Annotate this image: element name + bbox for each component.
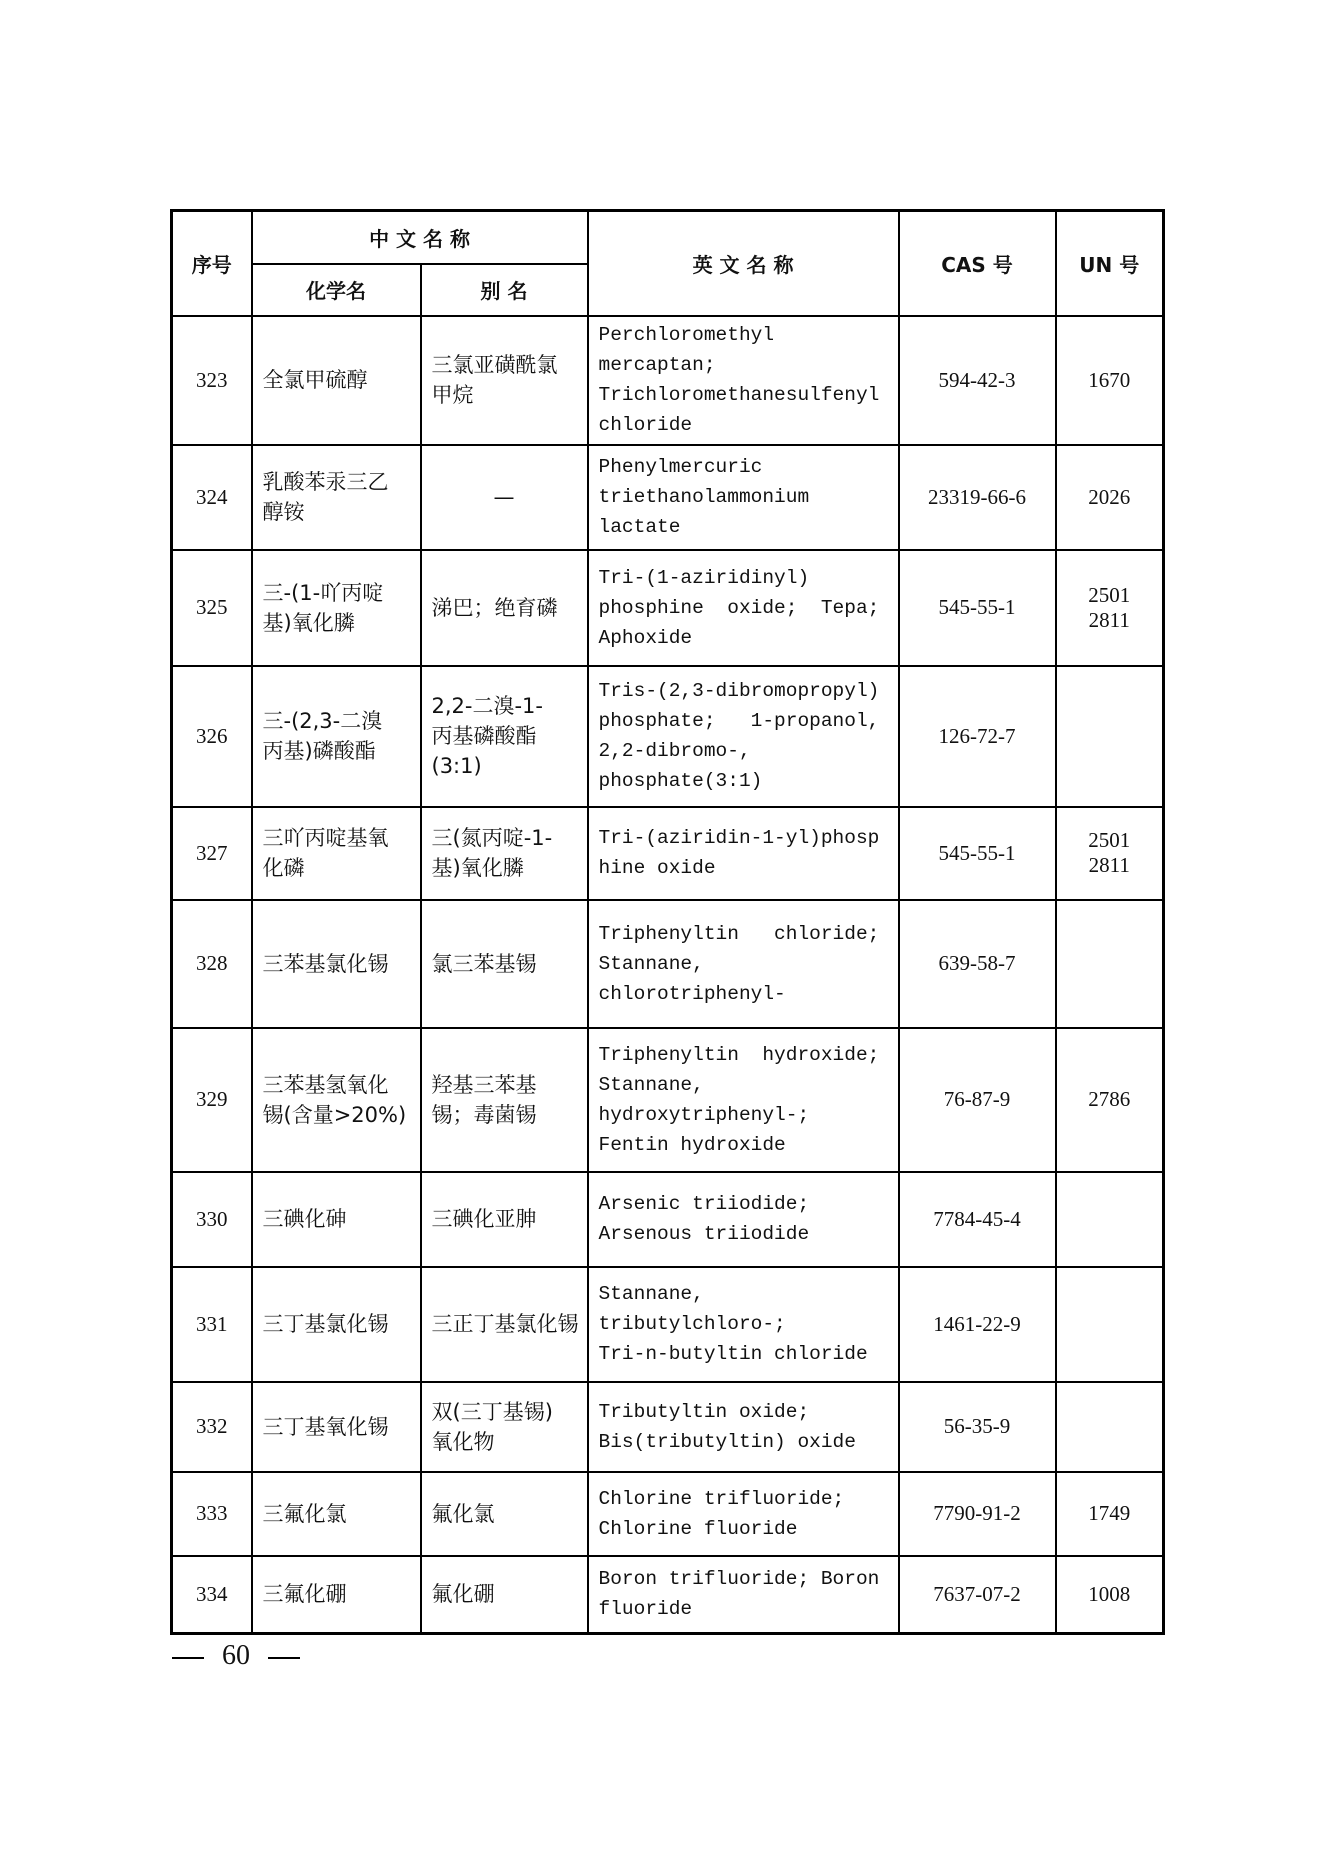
chemical-name-line: 三苯基氢氧化 bbox=[262, 1072, 389, 1097]
row-number: 331 bbox=[172, 1267, 252, 1382]
un-number bbox=[1056, 550, 1164, 666]
row-number: 323 bbox=[172, 316, 252, 445]
un-number bbox=[1056, 1382, 1164, 1472]
english-name-line: chloride bbox=[598, 414, 693, 436]
un-number bbox=[1056, 1472, 1164, 1556]
un-number-line: 1670 bbox=[1088, 367, 1131, 392]
alias-line: 三碘化亚胂 bbox=[431, 1207, 537, 1231]
english-name-line: triethanolammonium bbox=[598, 486, 810, 508]
alias-line: 双(三丁基锡) bbox=[431, 1399, 553, 1424]
cas-number: 126-72-7 bbox=[899, 666, 1056, 807]
chemical-name-line: 丙基)磷酸酯 bbox=[262, 739, 376, 763]
english-name bbox=[588, 666, 899, 807]
row-number: 324 bbox=[172, 445, 252, 550]
cas-number: 594-42-3 bbox=[899, 316, 1056, 445]
cas-number: 23319-66-6 bbox=[899, 445, 1056, 550]
english-name bbox=[588, 807, 899, 900]
alias-name bbox=[421, 316, 588, 445]
alias-name bbox=[421, 1556, 588, 1634]
cas-number: 7637-07-2 bbox=[899, 1556, 1056, 1634]
row-number: 326 bbox=[172, 666, 252, 807]
un-number-line: 1008 bbox=[1088, 1581, 1131, 1606]
chemical-name-line: 三-(2,3-二溴 bbox=[262, 709, 383, 733]
un-number bbox=[1056, 316, 1164, 445]
dash-right bbox=[268, 1657, 300, 1659]
header-un: UN 号 bbox=[1056, 211, 1164, 316]
english-name-line: Tri-(aziridin-1-yl)phosp bbox=[598, 827, 880, 849]
chemical-name-line: 三碘化砷 bbox=[262, 1207, 347, 1231]
english-name-line: Aphoxide bbox=[598, 626, 693, 649]
table-row bbox=[172, 445, 1164, 550]
cas-number: 1461-22-9 bbox=[899, 1267, 1056, 1382]
row-number: 332 bbox=[172, 1382, 252, 1472]
chemical-name bbox=[252, 316, 421, 445]
alias-line: 氟化硼 bbox=[431, 1582, 495, 1607]
alias-name bbox=[421, 1267, 588, 1382]
english-name-line: lactate bbox=[598, 516, 681, 538]
header-alias: 别 名 bbox=[421, 264, 588, 316]
chemical-name bbox=[252, 1267, 421, 1382]
english-name-line: Triphenyltin hydroxide; bbox=[598, 1043, 880, 1066]
un-number-line: 2811 bbox=[1088, 607, 1130, 632]
alias-line: 三正丁基氯化锡 bbox=[431, 1312, 579, 1336]
un-number bbox=[1056, 1172, 1164, 1267]
alias-line: 氯三苯基锡 bbox=[431, 951, 537, 976]
alias-name bbox=[421, 666, 588, 807]
english-name bbox=[588, 1172, 899, 1267]
table-row bbox=[172, 1028, 1164, 1172]
chemical-name-line: 乳酸苯汞三乙 bbox=[262, 470, 389, 494]
alias-line: 三氯亚磺酰氯 bbox=[431, 353, 558, 377]
chemical-name bbox=[252, 1382, 421, 1472]
un-number bbox=[1056, 666, 1164, 807]
chemical-name-line: 三氟化氯 bbox=[262, 1501, 347, 1526]
english-name bbox=[588, 550, 899, 666]
english-name bbox=[588, 1472, 899, 1556]
table-row bbox=[172, 1382, 1164, 1472]
alias-name bbox=[421, 900, 588, 1028]
english-name-line: Fentin hydroxide bbox=[598, 1133, 786, 1156]
row-number: 334 bbox=[172, 1556, 252, 1634]
english-name-line: phosphate; 1-propanol, bbox=[598, 710, 880, 732]
un-number bbox=[1056, 1556, 1164, 1634]
alias-line: 氟化氯 bbox=[431, 1501, 495, 1526]
cas-number: 545-55-1 bbox=[899, 550, 1056, 666]
alias-name bbox=[421, 1028, 588, 1172]
table-row bbox=[172, 1472, 1164, 1556]
chemical-name-line: 化磷 bbox=[262, 856, 305, 880]
chemical-name-line: 基)氧化膦 bbox=[262, 610, 355, 635]
un-number-line: 2026 bbox=[1088, 484, 1131, 509]
english-name-line: hydroxytriphenyl-; bbox=[598, 1103, 810, 1126]
un-number-line: 2811 bbox=[1088, 853, 1130, 877]
chemical-name bbox=[252, 1172, 421, 1267]
chemical-name-line: 三丁基氧化锡 bbox=[262, 1414, 389, 1439]
row-number: 328 bbox=[172, 900, 252, 1028]
table-row bbox=[172, 900, 1164, 1028]
alias-line: (3:1) bbox=[431, 754, 482, 778]
chemical-name-line: 全氯甲硫醇 bbox=[262, 368, 368, 392]
alias-line: 丙基磷酸酯 bbox=[431, 724, 537, 748]
alias-line: 三(氮丙啶-1- bbox=[431, 826, 553, 850]
table-row bbox=[172, 1267, 1164, 1382]
alias-name bbox=[421, 1172, 588, 1267]
page-number bbox=[170, 1640, 318, 1672]
header-chem-name: 化学名 bbox=[252, 264, 421, 316]
alias-line: 基)氧化膦 bbox=[431, 856, 524, 880]
cas-number: 7790-91-2 bbox=[899, 1472, 1056, 1556]
english-name bbox=[588, 445, 899, 550]
english-name-line: Tributyltin oxide; bbox=[598, 1400, 810, 1423]
english-name-line: Boron trifluoride; Boron bbox=[598, 1568, 880, 1591]
alias-name bbox=[421, 550, 588, 666]
english-name-line: mercaptan; bbox=[598, 354, 716, 376]
english-name-line: Perchloromethyl bbox=[598, 324, 775, 346]
row-number: 325 bbox=[172, 550, 252, 666]
english-name-line: Arsenous triiodide bbox=[598, 1223, 810, 1245]
alias-line: 涕巴；绝育磷 bbox=[431, 595, 558, 620]
table-row bbox=[172, 316, 1164, 445]
chemical-name-line: 三吖丙啶基氧 bbox=[262, 826, 389, 850]
english-name-line: fluoride bbox=[598, 1598, 693, 1621]
english-name-line: Chlorine trifluoride; bbox=[598, 1487, 845, 1510]
alias-line: 甲烷 bbox=[431, 383, 474, 407]
header-cas: CAS 号 bbox=[899, 211, 1056, 316]
un-number-line: 1749 bbox=[1088, 1501, 1131, 1525]
english-name-line: Tri-(1-aziridinyl) bbox=[598, 566, 810, 589]
header-cn-name: 中 文 名 称 bbox=[252, 211, 588, 264]
un-number-line: 2501 bbox=[1088, 582, 1131, 607]
chemical-name bbox=[252, 550, 421, 666]
english-name-line: Arsenic triiodide; bbox=[598, 1193, 810, 1215]
row-number: 330 bbox=[172, 1172, 252, 1267]
chemical-name-line: 锡(含量>20%) bbox=[262, 1102, 407, 1127]
english-name-line: Stannane, bbox=[598, 1283, 704, 1305]
cas-number: 56-35-9 bbox=[899, 1382, 1056, 1472]
english-name-line: Stannane, bbox=[598, 952, 704, 975]
table-body bbox=[172, 316, 1164, 1634]
chemical-name bbox=[252, 1472, 421, 1556]
chemical-name-line: 三氟化硼 bbox=[262, 1582, 347, 1607]
un-number bbox=[1056, 1267, 1164, 1382]
english-name-line: Stannane, bbox=[598, 1073, 704, 1096]
alias-line: 2,2-二溴-1- bbox=[431, 694, 543, 718]
chemical-name bbox=[252, 1556, 421, 1634]
cas-number: 639-58-7 bbox=[899, 900, 1056, 1028]
un-number bbox=[1056, 807, 1164, 900]
english-name-line: Phenylmercuric bbox=[598, 456, 763, 478]
row-number: 333 bbox=[172, 1472, 252, 1556]
alias-line: 锡；毒菌锡 bbox=[431, 1102, 537, 1127]
row-number: 329 bbox=[172, 1028, 252, 1172]
header-en-name: 英 文 名 称 bbox=[588, 211, 899, 316]
english-name-line: Bis(tributyltin) oxide bbox=[598, 1430, 856, 1453]
chemical-name-line: 三苯基氯化锡 bbox=[262, 951, 389, 976]
chemical-name-line: 醇铵 bbox=[262, 500, 305, 524]
alias-name bbox=[421, 1382, 588, 1472]
english-name-line: phosphate(3:1) bbox=[598, 770, 763, 792]
english-name bbox=[588, 1382, 899, 1472]
cas-number: 76-87-9 bbox=[899, 1028, 1056, 1172]
alias-line: 氧化物 bbox=[431, 1429, 495, 1454]
english-name-line: phosphine oxide; Tepa; bbox=[598, 596, 880, 619]
cas-number: 7784-45-4 bbox=[899, 1172, 1056, 1267]
chemical-name bbox=[252, 445, 421, 550]
english-name-line: Tris-(2,3-dibromopropyl) bbox=[598, 680, 880, 702]
english-name bbox=[588, 316, 899, 445]
cas-number: 545-55-1 bbox=[899, 807, 1056, 900]
english-name bbox=[588, 1267, 899, 1382]
alias-line: — bbox=[493, 485, 515, 509]
alias-line: 羟基三苯基 bbox=[431, 1072, 537, 1097]
chemical-name bbox=[252, 1028, 421, 1172]
alias-name bbox=[421, 1472, 588, 1556]
un-number-line: 2786 bbox=[1088, 1087, 1131, 1111]
english-name-line: 2,2-dibromo-, bbox=[598, 740, 751, 762]
english-name bbox=[588, 1556, 899, 1634]
english-name-line: Tri-n-butyltin chloride bbox=[598, 1343, 868, 1365]
english-name-line: tributylchloro-; bbox=[598, 1313, 786, 1335]
alias-name bbox=[421, 445, 588, 550]
chemical-name-line: 三-(1-吖丙啶 bbox=[262, 580, 384, 605]
table-row bbox=[172, 1172, 1164, 1267]
english-name-line: Trichloromethanesulfenyl bbox=[598, 384, 880, 406]
un-number bbox=[1056, 445, 1164, 550]
chemical-name bbox=[252, 807, 421, 900]
row-number: 327 bbox=[172, 807, 252, 900]
un-number bbox=[1056, 1028, 1164, 1172]
alias-name bbox=[421, 807, 588, 900]
english-name bbox=[588, 1028, 899, 1172]
un-number bbox=[1056, 900, 1164, 1028]
english-name-line: chlorotriphenyl- bbox=[598, 982, 786, 1005]
table-row bbox=[172, 1556, 1164, 1634]
table-row bbox=[172, 807, 1164, 900]
english-name-line: hine oxide bbox=[598, 857, 716, 879]
chemical-table bbox=[170, 209, 1165, 1635]
header-seq: 序号 bbox=[172, 211, 252, 316]
table-row bbox=[172, 666, 1164, 807]
english-name-line: Chlorine fluoride bbox=[598, 1517, 798, 1540]
page-number-text: 60 bbox=[222, 1640, 250, 1671]
un-number-line: 2501 bbox=[1088, 828, 1131, 852]
english-name-line: Triphenyltin chloride; bbox=[598, 922, 880, 945]
table-row bbox=[172, 550, 1164, 666]
dash-left bbox=[172, 1657, 204, 1659]
chemical-name bbox=[252, 666, 421, 807]
chemical-name bbox=[252, 900, 421, 1028]
chemical-name-line: 三丁基氯化锡 bbox=[262, 1312, 389, 1336]
english-name bbox=[588, 900, 899, 1028]
